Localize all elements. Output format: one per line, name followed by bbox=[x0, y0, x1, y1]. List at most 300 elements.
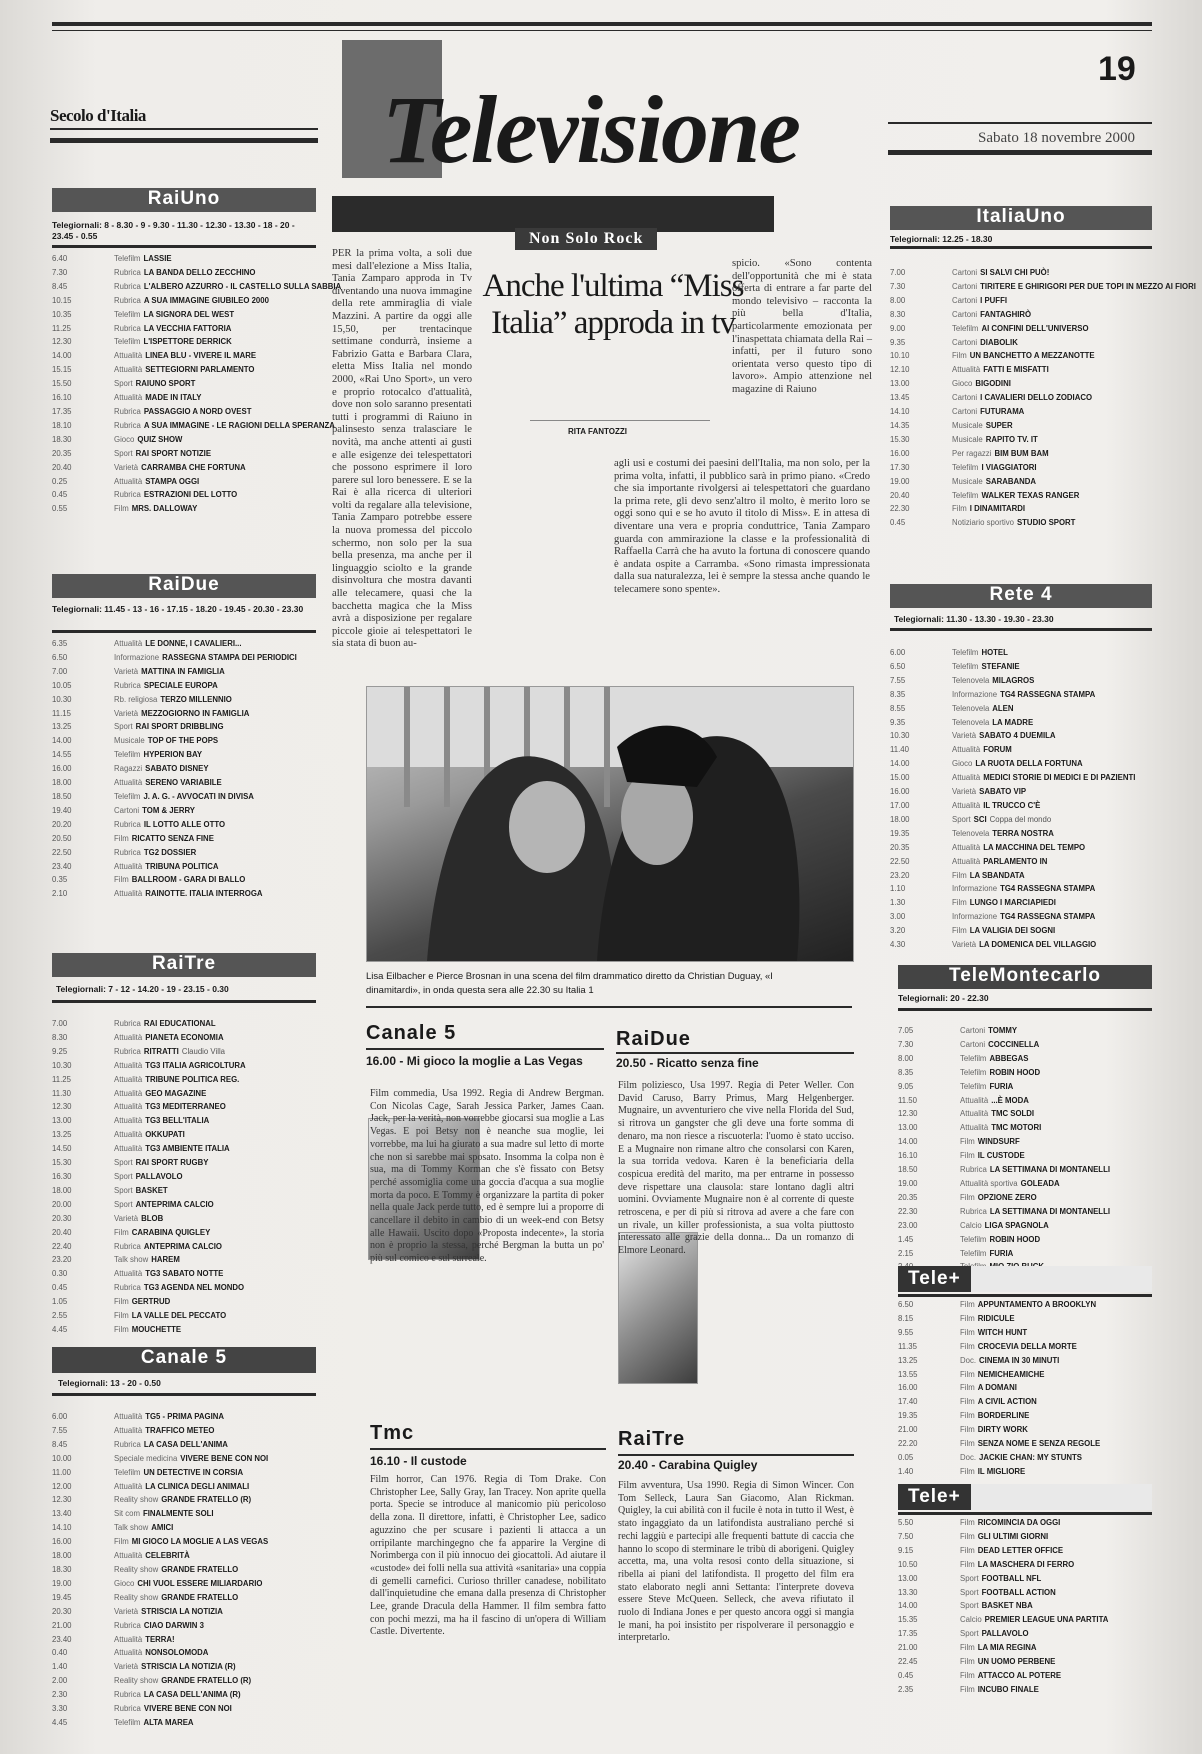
schedule-row bbox=[898, 1219, 1152, 1233]
program-time: 8.45 bbox=[52, 1439, 68, 1449]
program-time: 12.30 bbox=[898, 1109, 918, 1119]
program-genre: Telenovela bbox=[952, 675, 990, 685]
program-time: 12.00 bbox=[52, 1481, 72, 1491]
program-title: SARABANDA bbox=[985, 476, 1037, 486]
program-info bbox=[114, 1170, 183, 1184]
program-title: HYPERION BAY bbox=[143, 750, 203, 760]
program-info bbox=[960, 1312, 1015, 1326]
program-title: CROCEVIA DELLA MORTE bbox=[977, 1341, 1077, 1351]
schedule-row bbox=[890, 502, 1152, 516]
program-info bbox=[114, 1424, 215, 1438]
program-genre: Sport bbox=[960, 1573, 979, 1583]
program-title: RAINOTTE. ITALIA INTERROGA bbox=[145, 889, 263, 899]
program-info bbox=[960, 1558, 1074, 1572]
program-time: 0.45 bbox=[898, 1670, 914, 1680]
schedule-row bbox=[52, 1226, 316, 1240]
program-info bbox=[114, 679, 218, 693]
program-time: 14.50 bbox=[52, 1144, 72, 1154]
program-time: 10.30 bbox=[52, 1060, 72, 1070]
program-genre: Film bbox=[960, 1411, 975, 1421]
program-title: AI CONFINI DELL'UNIVERSO bbox=[981, 323, 1089, 333]
program-time: 16.00 bbox=[52, 764, 72, 774]
program-time: 17.35 bbox=[898, 1629, 918, 1639]
program-genre: Film bbox=[960, 1518, 975, 1527]
program-title: I PUFFI bbox=[980, 295, 1007, 305]
program-info bbox=[114, 1100, 226, 1114]
program-title: LASSIE bbox=[143, 254, 172, 263]
program-info bbox=[114, 1017, 216, 1031]
program-title: SENZA NOME E SENZA REGOLE bbox=[977, 1439, 1101, 1449]
program-title: IL CUSTODE bbox=[977, 1151, 1025, 1161]
program-genre: Talk show bbox=[114, 1255, 149, 1265]
schedule-teleplus-2 bbox=[898, 1516, 1152, 1697]
program-time: 2.10 bbox=[52, 889, 68, 899]
schedule-row bbox=[52, 1507, 316, 1521]
program-genre: Cartoni bbox=[952, 295, 978, 305]
program-genre: Attualità bbox=[114, 365, 143, 375]
schedule-row bbox=[52, 748, 316, 762]
program-info bbox=[952, 294, 1007, 308]
program-genre: Sport bbox=[114, 1171, 133, 1181]
program-title: FINALMENTE SOLI bbox=[143, 1509, 214, 1519]
program-time: 0.35 bbox=[52, 875, 68, 885]
program-title: ANTEPRIMA CALCIO bbox=[143, 1241, 222, 1251]
schedule-row bbox=[898, 1107, 1152, 1121]
program-title: BASKET NBA bbox=[981, 1601, 1033, 1611]
program-title: VIVERE BENE CON NOI bbox=[143, 1704, 232, 1714]
masthead-rule-left2 bbox=[50, 138, 318, 143]
program-title: FUTURAMA bbox=[980, 407, 1025, 417]
program-genre: Rubrica bbox=[114, 490, 141, 500]
program-info bbox=[960, 1381, 1017, 1395]
program-title: SABATO 4 DUEMILA bbox=[979, 731, 1056, 741]
program-genre: Attualità bbox=[114, 351, 143, 361]
schedule-row bbox=[890, 841, 1152, 855]
program-info bbox=[114, 266, 255, 280]
program-genre: Film bbox=[960, 1545, 975, 1555]
schedule-row bbox=[52, 266, 316, 280]
program-genre: Attualità bbox=[114, 1412, 143, 1421]
masthead-rule-right bbox=[888, 122, 1152, 124]
rule bbox=[52, 630, 316, 633]
program-time: 13.55 bbox=[898, 1369, 918, 1379]
program-info bbox=[952, 827, 1054, 841]
schedule-row bbox=[52, 832, 316, 846]
program-title: FOOTBALL ACTION bbox=[981, 1587, 1056, 1597]
program-info bbox=[114, 1521, 173, 1535]
review-text-raitre: Film avventura, Usa 1990. Regia di Simon Wincer. Con Tom Selleck, Laura San Giacomo, Alan Rickman. Quigley, la cui abilità con il fucile è nota in tutto il West, è stato ingaggiato da un latifondista australiano perché si rechi laggiù e partecipi alle frequenti battute di caccia che hanno lo scopo di sterminare le tribù di aborigeni. Quigley accetta, ma, una volta resosi conto della situazione, si ribella ai piani del latifondista. Il progetto del film era stato elaborato negli anni Settanta: l'interprete doveva essere Steve McQueen. Selleck, che aveva rifiutato il ruolo di Indiana Jones e per questo ancora oggi si mangia le mani, ha poi insistito per rispolverare il personaggio e interpretarlo. bbox=[618, 1480, 854, 1644]
program-time: 20.35 bbox=[890, 842, 910, 852]
article-byline: RITA FANTOZZI bbox=[568, 427, 627, 436]
schedule-row bbox=[52, 1493, 316, 1507]
program-genre: Ragazzi bbox=[114, 764, 143, 774]
program-genre: Sport bbox=[114, 722, 133, 732]
program-title: PREMIER LEAGUE UNA PARTITA bbox=[984, 1615, 1109, 1625]
program-time: 12.30 bbox=[52, 337, 72, 347]
program-title: RIDICULE bbox=[977, 1313, 1015, 1323]
channel-header-teleplus-2 bbox=[898, 1484, 1152, 1510]
schedule-row bbox=[52, 1212, 316, 1226]
rule bbox=[366, 1048, 604, 1050]
program-title: TOP OF THE POPS bbox=[147, 736, 219, 746]
program-genre: Speciale medicina bbox=[114, 1453, 178, 1463]
schedule-row bbox=[52, 1017, 316, 1031]
program-time: 12.10 bbox=[890, 365, 910, 375]
program-genre: Telefilm bbox=[114, 1717, 141, 1727]
schedule-row bbox=[890, 433, 1152, 447]
program-genre: Film bbox=[952, 926, 967, 936]
program-time: 1.45 bbox=[898, 1234, 914, 1244]
program-title: BIGODINI bbox=[975, 379, 1011, 389]
program-info bbox=[114, 887, 263, 901]
program-time: 0.25 bbox=[52, 476, 68, 486]
program-title: LA BANDA DELLO ZECCHINO bbox=[143, 267, 256, 277]
schedule-row bbox=[898, 1669, 1152, 1683]
schedule-row bbox=[52, 679, 316, 693]
schedule-row bbox=[890, 349, 1152, 363]
program-title: ALTA MAREA bbox=[143, 1717, 194, 1727]
schedule-row bbox=[890, 336, 1152, 350]
program-time: 0.30 bbox=[52, 1269, 68, 1279]
program-time: 22.40 bbox=[52, 1241, 72, 1251]
program-time: 13.00 bbox=[898, 1573, 918, 1583]
schedule-row bbox=[898, 1437, 1152, 1451]
program-title: OPZIONE ZERO bbox=[977, 1192, 1037, 1202]
program-info bbox=[960, 1423, 1028, 1437]
program-time: 18.00 bbox=[890, 814, 910, 824]
schedule-row bbox=[890, 308, 1152, 322]
program-time: 12.30 bbox=[52, 1495, 72, 1505]
program-info bbox=[114, 665, 225, 679]
schedule-teleplus-1 bbox=[898, 1298, 1152, 1479]
program-title: TMC MOTORI bbox=[991, 1123, 1042, 1133]
schedule-row bbox=[890, 322, 1152, 336]
program-info bbox=[952, 377, 1011, 391]
program-title: GRANDE FRATELLO (R) bbox=[161, 1495, 252, 1505]
program-genre: Varietà bbox=[114, 1606, 139, 1616]
program-time: 19.00 bbox=[890, 476, 910, 486]
program-info bbox=[952, 308, 1031, 322]
schedule-row bbox=[898, 1135, 1152, 1149]
program-time: 13.30 bbox=[898, 1587, 918, 1597]
program-genre: Sport bbox=[952, 814, 971, 824]
schedule-row bbox=[890, 910, 1152, 924]
program-genre: Rubrica bbox=[114, 1046, 141, 1056]
masthead-rule-left bbox=[50, 128, 318, 130]
masthead-rule-right2 bbox=[888, 150, 1152, 155]
schedule-row bbox=[890, 405, 1152, 419]
schedule-row bbox=[890, 827, 1152, 841]
program-genre: Telefilm bbox=[960, 1248, 987, 1258]
schedule-row bbox=[890, 924, 1152, 938]
schedule-row bbox=[52, 693, 316, 707]
article-body-1b bbox=[332, 462, 622, 658]
program-time: 8.00 bbox=[890, 295, 906, 305]
program-info bbox=[114, 637, 242, 651]
program-info bbox=[960, 1135, 1020, 1149]
schedule-row bbox=[52, 1059, 316, 1073]
schedule-row bbox=[890, 377, 1152, 391]
program-title: L'ISPETTORE DERRICK bbox=[143, 337, 232, 347]
program-info bbox=[960, 1163, 1110, 1177]
program-title: GRANDE FRATELLO bbox=[161, 1592, 239, 1602]
schedule-row bbox=[52, 734, 316, 748]
schedule-row bbox=[898, 1395, 1152, 1409]
schedule-row bbox=[898, 1451, 1152, 1465]
program-time: 14.00 bbox=[890, 759, 910, 769]
program-time: 23.40 bbox=[52, 1634, 72, 1644]
program-info bbox=[114, 419, 335, 433]
schedule-row bbox=[52, 1424, 316, 1438]
program-genre: Sport bbox=[114, 1185, 133, 1195]
program-title: TRIBUNE POLITICA REG. bbox=[145, 1074, 240, 1084]
program-info bbox=[960, 1191, 1037, 1205]
program-time: 9.55 bbox=[898, 1327, 914, 1337]
review-channel-raitre: RaiTre bbox=[618, 1428, 686, 1450]
schedule-row bbox=[52, 252, 316, 266]
schedule-row bbox=[898, 1233, 1152, 1247]
program-time: 17.00 bbox=[890, 800, 910, 810]
program-title: ALEN bbox=[992, 703, 1014, 713]
program-title: LA MACCHINA DEL TEMPO bbox=[983, 842, 1086, 852]
program-info bbox=[114, 1410, 224, 1424]
schedule-row bbox=[890, 869, 1152, 883]
program-genre: Film bbox=[960, 1151, 975, 1161]
program-time: 16.10 bbox=[898, 1151, 918, 1161]
program-info bbox=[960, 1340, 1077, 1354]
program-info bbox=[114, 1605, 223, 1619]
program-info bbox=[960, 1107, 1034, 1121]
program-genre: Informazione bbox=[952, 912, 998, 922]
program-genre: Attualità bbox=[114, 1088, 143, 1098]
schedule-row bbox=[52, 1591, 316, 1605]
program-time: 19.35 bbox=[890, 828, 910, 838]
program-genre: Rubrica bbox=[114, 267, 141, 277]
program-title: STUDIO SPORT bbox=[1016, 518, 1076, 528]
program-genre: Varietà bbox=[114, 1213, 139, 1223]
schedule-row bbox=[898, 1586, 1152, 1600]
schedule-row bbox=[52, 651, 316, 665]
program-genre: Film bbox=[952, 870, 967, 880]
program-time: 17.30 bbox=[890, 462, 910, 472]
program-genre: Gioco bbox=[952, 759, 973, 769]
program-info bbox=[960, 1669, 1061, 1683]
rule bbox=[890, 246, 1152, 249]
program-time: 15.00 bbox=[890, 773, 910, 783]
program-genre: Attualità bbox=[114, 1116, 143, 1126]
program-info bbox=[960, 1205, 1110, 1219]
program-time: 9.35 bbox=[890, 717, 906, 727]
program-title: OKKUPATI bbox=[145, 1130, 185, 1140]
program-time: 0.45 bbox=[52, 490, 68, 500]
program-info bbox=[114, 1240, 222, 1254]
program-time: 15.30 bbox=[890, 434, 910, 444]
program-genre: Film bbox=[960, 1192, 975, 1202]
program-time: 11.35 bbox=[898, 1341, 917, 1351]
program-info bbox=[114, 1087, 206, 1101]
rule bbox=[898, 1008, 1152, 1011]
program-genre: Attualità bbox=[114, 1144, 143, 1154]
schedule-row bbox=[52, 405, 316, 419]
program-info bbox=[114, 693, 232, 707]
schedule-row bbox=[52, 1660, 316, 1674]
schedule-row bbox=[52, 502, 316, 516]
program-genre: Film bbox=[114, 833, 129, 843]
program-genre: Film bbox=[952, 351, 967, 361]
schedule-row bbox=[890, 461, 1152, 475]
program-info bbox=[114, 1716, 194, 1730]
schedule-row bbox=[890, 516, 1152, 530]
program-genre: Musicale bbox=[952, 420, 983, 430]
schedule-row bbox=[52, 1549, 316, 1563]
program-title: I CAVALIERI DELLO ZODIACO bbox=[980, 393, 1093, 403]
schedule-row bbox=[890, 419, 1152, 433]
program-time: 11.25 bbox=[52, 323, 71, 333]
program-info bbox=[114, 1452, 268, 1466]
schedule-row bbox=[52, 1480, 316, 1494]
review-text-canale5: Film commedia, Usa 1992. Regia di Andrew Bergman. Con Nicolas Cage, Sarah Jessica Parker, James Caan. Jack, per la verità, non vorrebbe giocarsi sua moglie a Las Vegas. E poi Betsy non è neanche sua moglie, lei vorrebbe, ma lui ha giurato a sua madre sul letto di morte che non si sarebbe mai sposato. Insomma la colpa non è sua, ma di Tommy Korman che s'è fissato con Betsy perché assomiglia come una goccia d'acqua a sua moglie morta da poco. E Tommy è organizzare la partita di poker nella quale Jack perde tutto, ed è sempre lui a proporre di cancellare il debito in cambio di un week-end con Betsy alle Hawaii. Uscito dopo «Proposta indecente», la storia non è proprio la stessa, perché Bergman la butta un po' più sul comico e sul surreale. bbox=[370, 1088, 604, 1265]
program-title: CIAO DARWIN 3 bbox=[143, 1620, 204, 1630]
program-genre: Varietà bbox=[952, 787, 977, 797]
program-time: 9.15 bbox=[898, 1545, 914, 1555]
program-title: ESTRAZIONI DEL LOTTO bbox=[143, 490, 238, 500]
schedule-row bbox=[52, 1646, 316, 1660]
program-info bbox=[952, 391, 1092, 405]
program-note: Claudio Villa bbox=[181, 1046, 226, 1056]
channel-header-tmc: TeleMontecarlo bbox=[898, 965, 1152, 989]
program-time: 20.40 bbox=[890, 490, 910, 500]
schedule-row bbox=[898, 1409, 1152, 1423]
program-genre: Cartoni bbox=[952, 337, 978, 347]
program-title: TIRITERE E GHIRIGORI PER DUE TOPI IN MEZZO AI FIORI bbox=[980, 281, 1196, 291]
program-info bbox=[114, 720, 224, 734]
program-time: 23.20 bbox=[52, 1255, 72, 1265]
program-title: QUIZ SHOW bbox=[137, 434, 183, 444]
program-time: 7.50 bbox=[898, 1531, 914, 1541]
program-info bbox=[952, 447, 1049, 461]
schedule-row bbox=[52, 488, 316, 502]
program-genre: Telenovela bbox=[952, 703, 990, 713]
schedule-row bbox=[52, 280, 342, 294]
review-channel-canale5: Canale 5 bbox=[366, 1022, 457, 1044]
program-time: 6.00 bbox=[52, 1412, 68, 1421]
schedule-row bbox=[52, 776, 316, 790]
review-text-raidue: Film poliziesco, Usa 1997. Regia di Peter Weller. Con David Caruso, Barry Primus, Marg Helgenberger. Mugnaire, un avventuriero che vive nella Florida del Sud, si ritrova un gangster che gli deve una forte somma di denaro, ma non riesce a riscuoterla: l'uomo è stato ucciso. E a Mugnaire non rimane altro che consolarsi con Karen, la sua torrida vedova. Karen è la beneficiaria della cospicua eredità del marito, ma per entrarne in possesso deve rispettare una clausola: stare lontano dagli altri uomini. Ovviamente Mugnaire non è al corrente di queste retroscena, e per di più si ritrova ad avere a che fare con un rivale, un killer professionista, a sua volta piuttosto interessato alle grazie della donna... Da un romanzo di Elmore Leonard. bbox=[618, 1080, 854, 1257]
program-title: CELEBRITÀ bbox=[145, 1551, 190, 1561]
program-genre: Rubrica bbox=[114, 1283, 141, 1293]
program-genre: Talk show bbox=[114, 1523, 149, 1533]
program-title: UN BANCHETTO A MEZZANOTTE bbox=[969, 351, 1095, 361]
schedule-row bbox=[52, 1087, 316, 1101]
program-time: 18.00 bbox=[52, 778, 72, 788]
schedule-row bbox=[898, 1354, 1152, 1368]
program-time: 6.35 bbox=[52, 639, 68, 648]
program-title: IL LOTTO ALLE OTTO bbox=[143, 819, 226, 829]
schedule-row bbox=[52, 860, 316, 874]
program-genre: Sit com bbox=[114, 1509, 140, 1519]
rule bbox=[898, 1512, 1152, 1515]
program-time: 5.50 bbox=[898, 1518, 914, 1527]
program-genre: Attualità bbox=[114, 476, 143, 486]
program-genre: Attualità bbox=[114, 1269, 143, 1279]
program-info bbox=[960, 1024, 1017, 1038]
program-info bbox=[114, 1493, 251, 1507]
program-title: LUNGO I MARCIAPIEDI bbox=[969, 898, 1056, 908]
program-info bbox=[952, 349, 1095, 363]
program-title: TG5 - PRIMA PAGINA bbox=[145, 1412, 225, 1421]
program-genre: Telefilm bbox=[114, 791, 141, 801]
program-title: TOM & JERRY bbox=[142, 805, 195, 815]
program-info bbox=[114, 1142, 230, 1156]
program-title: SABATO VIP bbox=[979, 787, 1027, 797]
schedule-row bbox=[52, 1073, 316, 1087]
program-time: 7.30 bbox=[898, 1039, 914, 1049]
program-info bbox=[114, 1646, 208, 1660]
schedule-row bbox=[52, 419, 335, 433]
program-genre: Telefilm bbox=[114, 254, 141, 263]
program-genre: Film bbox=[960, 1397, 975, 1407]
program-info bbox=[114, 846, 196, 860]
program-info bbox=[114, 322, 231, 336]
program-title: ROBIN HOOD bbox=[989, 1067, 1041, 1077]
program-info bbox=[952, 799, 1040, 813]
program-time: 17.40 bbox=[898, 1397, 918, 1407]
schedule-row bbox=[890, 743, 1152, 757]
program-time: 19.35 bbox=[898, 1411, 918, 1421]
schedule-row bbox=[890, 280, 1196, 294]
program-genre: Gioco bbox=[114, 434, 135, 444]
program-genre: Telefilm bbox=[960, 1067, 987, 1077]
program-time: 11.50 bbox=[898, 1095, 917, 1105]
program-title: TG4 RASSEGNA STAMPA bbox=[1000, 884, 1096, 894]
program-time: 22.20 bbox=[898, 1439, 918, 1449]
program-genre: Telefilm bbox=[952, 490, 979, 500]
program-genre: Rubrica bbox=[114, 847, 141, 857]
program-title: ATTACCO AL POTERE bbox=[977, 1670, 1062, 1680]
schedule-row bbox=[52, 665, 316, 679]
program-time: 9.35 bbox=[890, 337, 906, 347]
program-title: TG2 DOSSIER bbox=[143, 847, 197, 857]
program-time: 20.20 bbox=[52, 819, 72, 829]
program-info bbox=[114, 1660, 236, 1674]
schedule-row bbox=[52, 1563, 316, 1577]
channel-header-teleplus-1 bbox=[898, 1266, 1152, 1292]
program-info bbox=[960, 1177, 1060, 1191]
program-genre: Cartoni bbox=[960, 1026, 986, 1035]
program-info bbox=[952, 910, 1095, 924]
program-title: SCI bbox=[973, 814, 987, 824]
schedule-row bbox=[52, 1309, 316, 1323]
program-info bbox=[960, 1219, 1049, 1233]
program-time: 2.55 bbox=[52, 1311, 68, 1321]
program-title: TRIBUNA POLITICA bbox=[145, 861, 219, 871]
program-time: 0.45 bbox=[890, 518, 906, 528]
program-info bbox=[114, 1702, 232, 1716]
program-genre: Cartoni bbox=[952, 393, 978, 403]
program-info bbox=[114, 475, 199, 489]
schedule-row bbox=[898, 1121, 1152, 1135]
tg-times-rete4: Telegiornali: 11.30 - 13.30 - 19.30 - 23.30 bbox=[894, 614, 1054, 624]
program-time: 22.30 bbox=[890, 504, 910, 514]
program-title: LA VALIGIA DEI SOGNI bbox=[969, 926, 1056, 936]
program-time: 7.55 bbox=[890, 675, 906, 685]
program-genre: Rubrica bbox=[114, 1690, 141, 1700]
schedule-row bbox=[52, 308, 316, 322]
schedule-row bbox=[52, 1716, 316, 1730]
program-genre: Film bbox=[960, 1425, 975, 1435]
program-time: 14.35 bbox=[890, 420, 910, 430]
program-info bbox=[114, 1253, 180, 1267]
